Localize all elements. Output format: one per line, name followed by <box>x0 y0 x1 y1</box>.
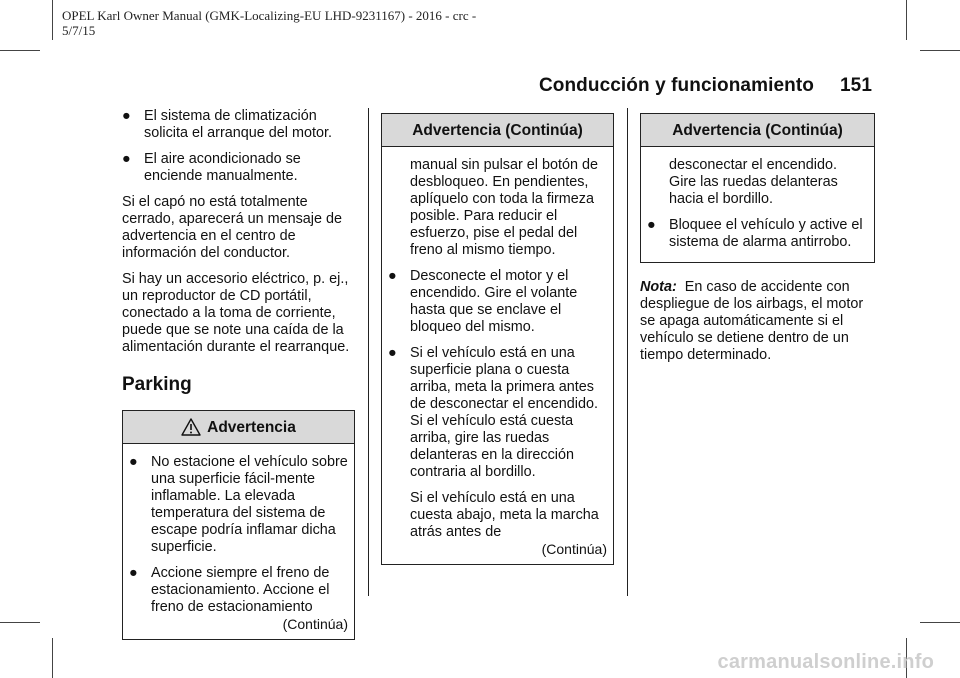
bullet-icon: ● <box>122 108 131 124</box>
note-label: Nota: <box>640 279 677 295</box>
crop-mark <box>920 622 960 623</box>
warning-box <box>381 113 614 565</box>
list-item <box>647 217 868 251</box>
list-item <box>388 345 607 481</box>
crop-mark <box>0 50 40 51</box>
warning-triangle-icon <box>181 418 201 436</box>
list-item <box>129 565 348 616</box>
running-head <box>539 75 872 97</box>
paragraph: desconectar el encendido. Gire las ruedas delanteras hacia el bordillo. <box>669 157 838 207</box>
list-item <box>122 151 355 185</box>
page-number: 151 <box>839 75 872 96</box>
warning-header <box>382 114 613 147</box>
list-item <box>388 268 607 336</box>
column-1 <box>122 108 355 640</box>
bullet-icon: ● <box>388 345 397 361</box>
warning-header <box>123 411 354 444</box>
list-item-text: El aire acondicionado se enciende manualmente. <box>144 151 301 184</box>
section-title: Conducción y funcionamiento <box>538 75 814 96</box>
column-divider <box>368 108 369 596</box>
bullet-icon: ● <box>647 217 656 233</box>
warning-box <box>640 113 875 263</box>
column-divider <box>627 108 628 596</box>
bullet-icon: ● <box>388 268 397 284</box>
warning-title: Advertencia (Continúa) <box>412 121 583 139</box>
bullet-icon: ● <box>129 565 138 581</box>
continues-label: (Continúa) <box>282 616 348 632</box>
paragraph: Si hay un accesorio eléctrico, p. ej., un reproductor de CD portátil, conectado a la toma de corriente, puede que se note una caída de la alimentación durante el rearranque. <box>122 271 350 355</box>
crop-mark <box>52 0 53 40</box>
print-header-line1: OPEL Karl Owner Manual (GMK-Localizing-EU LHD-9231167) - 2016 - crc - <box>62 8 477 23</box>
warning-header <box>641 114 874 147</box>
warning-body <box>123 444 354 639</box>
list-item-text: Accione siempre el freno de estacionamiento. Accione el freno de estacionamiento <box>151 565 330 615</box>
warning-title: Advertencia <box>207 418 296 436</box>
list-item <box>122 108 355 142</box>
bullet-icon: ● <box>129 454 138 470</box>
bullet-icon: ● <box>122 151 131 167</box>
list-item-text: No estacione el vehículo sobre una superficie fácil-mente inflamable. La elevada temperatura del sistema de escape podría inflamar dicha superficie. <box>151 454 348 555</box>
watermark: carmanualsonline.info <box>717 651 934 673</box>
column-3 <box>640 113 875 373</box>
paragraph: Si el vehículo está en una cuesta abajo, meta la marcha atrás antes de <box>410 490 599 540</box>
note-paragraph <box>640 279 875 364</box>
list-item <box>129 454 348 556</box>
crop-mark <box>920 50 960 51</box>
list-item-text: Si el vehículo está en una superficie plana o cuesta arriba, meta la primera antes de desconectar el encendido. Si el vehículo está cuesta arriba, gire las ruedas delanteras en la dirección contraria al bordillo. <box>410 345 599 480</box>
warning-body <box>641 147 874 262</box>
continues-label: (Continúa) <box>541 541 607 557</box>
crop-mark <box>0 622 40 623</box>
note-text: En caso de accidente con despliegue de los airbags, el motor se apaga automáticamente si el vehículo se detiene dentro de un tiempo determinado. <box>640 279 864 363</box>
section-heading: Parking <box>122 374 192 395</box>
list-item-text: El sistema de climatización solicita el arranque del motor. <box>144 108 332 141</box>
crop-mark <box>906 0 907 40</box>
print-header <box>62 8 522 38</box>
crop-mark <box>52 638 53 678</box>
print-header-line2: 5/7/15 <box>62 23 96 38</box>
list-item-text: Desconecte el motor y el encendido. Gire el volante hasta que se enclave el bloqueo del mismo. <box>410 268 578 335</box>
column-2 <box>381 113 614 565</box>
paragraph: Si el capó no está totalmente cerrado, aparecerá un mensaje de advertencia en el centro de información del conductor. <box>122 194 342 261</box>
warning-body <box>382 147 613 564</box>
warning-box <box>122 410 355 640</box>
warning-title: Advertencia (Continúa) <box>672 121 843 139</box>
list-item-text: Bloquee el vehículo y active el sistema de alarma antirrobo. <box>669 217 863 250</box>
paragraph: manual sin pulsar el botón de desbloqueo. En pendientes, aplíquelo con toda la firmeza posible. Para reducir el esfuerzo, pise el pedal del freno al mismo tiempo. <box>410 157 598 258</box>
